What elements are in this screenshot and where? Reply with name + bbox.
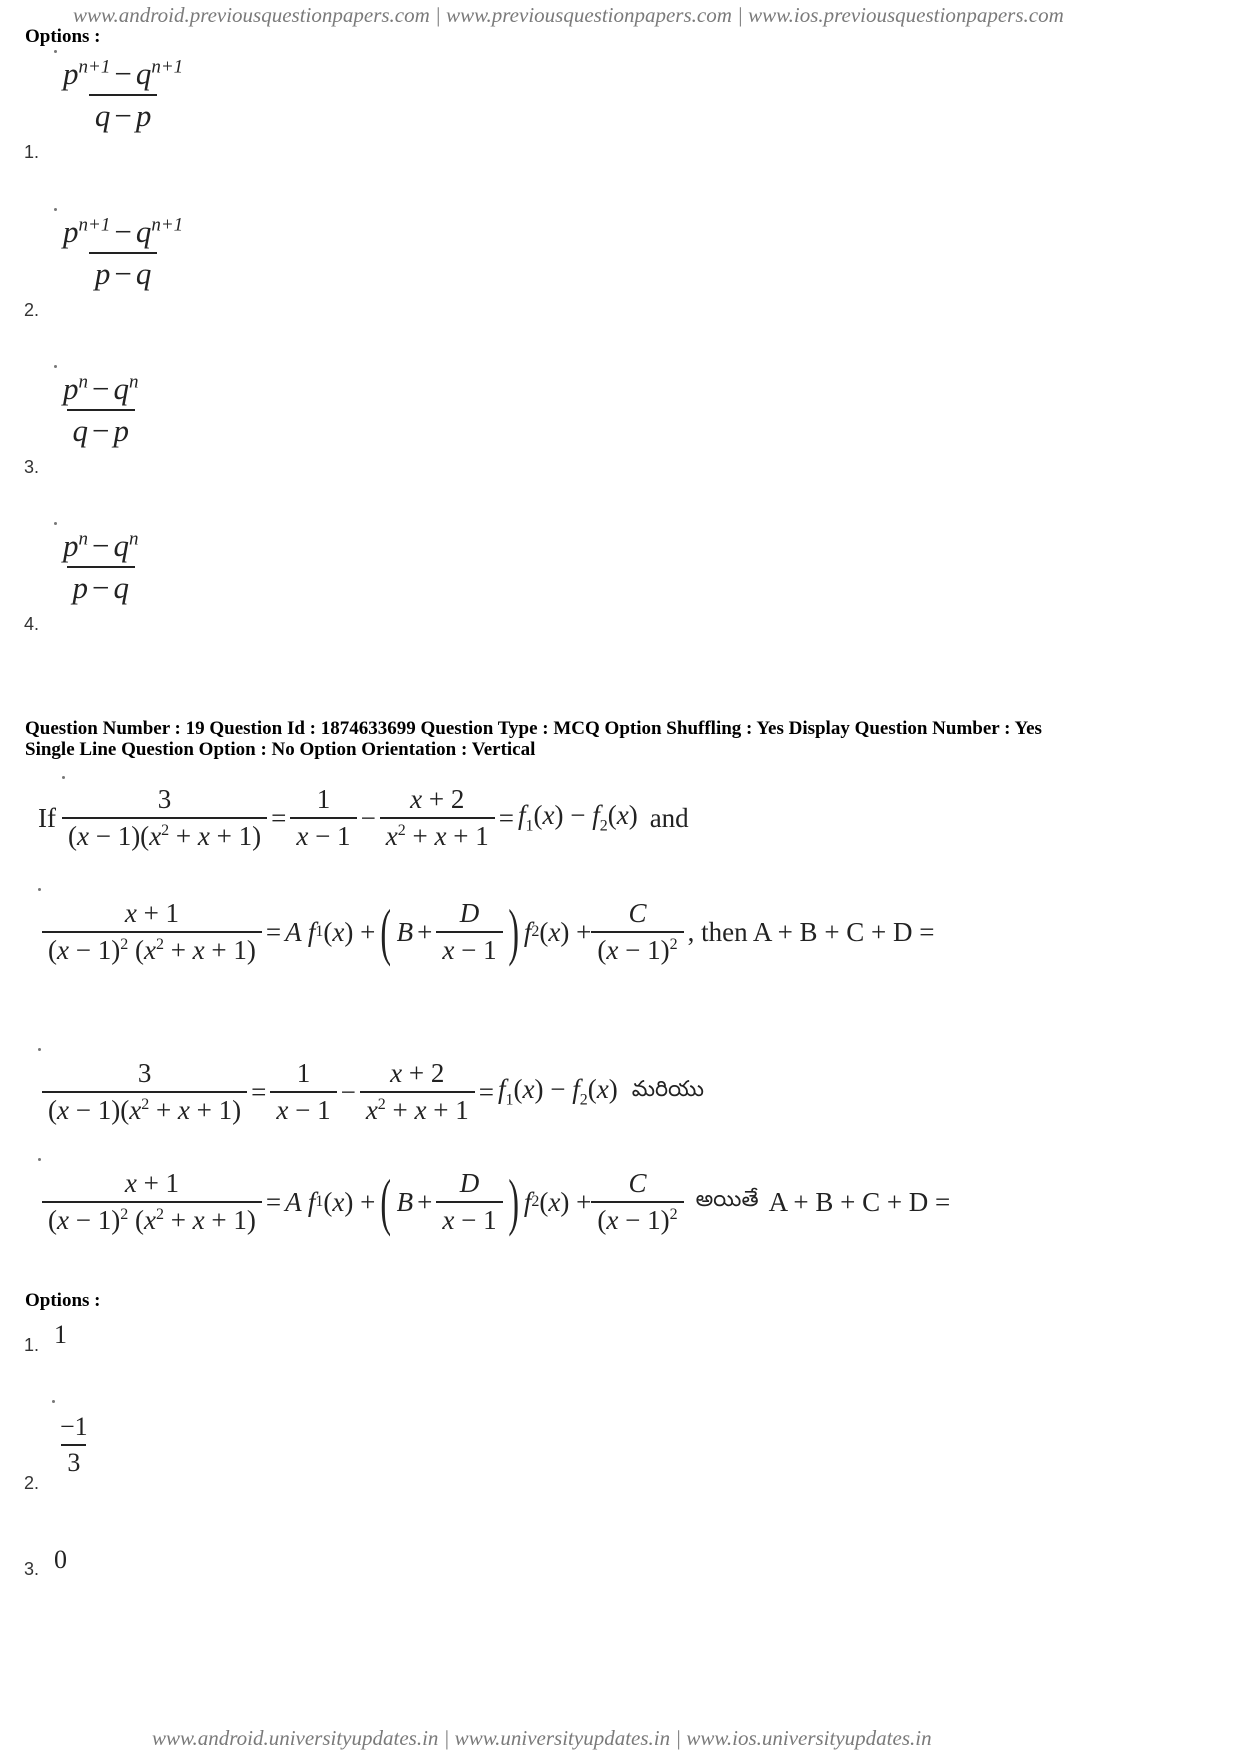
- option-item-3[interactable]: [24, 1545, 144, 1605]
- prev-option-item-3[interactable]: [24, 365, 224, 495]
- bullet-dot: [54, 522, 57, 525]
- num-a: p: [63, 371, 79, 406]
- telugu-tail: A + B + C + D =: [768, 1186, 951, 1217]
- bullet-dot: [62, 776, 65, 779]
- option-number: 3.: [24, 457, 40, 477]
- option-fraction: $\frac{p^n - q^n}{q - p}$: [63, 371, 139, 448]
- frac-x-plus-2: $\frac{x + 2}{x^2 + x + 1}$: [380, 784, 495, 852]
- telugu-word-and: మరియు: [631, 1077, 704, 1102]
- option-number: 4.: [24, 614, 40, 634]
- word-and: and: [649, 802, 689, 833]
- exp-a: n+1: [78, 56, 111, 78]
- question-telugu-line1: $\frac{3}{(x - 1)(x^2 + x + 1)}$ = $\frac{1}{x - 1}$ − $\frac{x + 2}{x^2 + x + 1}$ = $f_1(x) - f_2(x)$ మరియు: [42, 1058, 704, 1126]
- option-value: 1: [54, 1320, 67, 1349]
- option-value: 0: [54, 1545, 67, 1574]
- num-b: q: [135, 214, 152, 249]
- english-tail: , then A + B + C + D =: [687, 916, 935, 947]
- num-a: p: [63, 214, 79, 249]
- option-number: 2.: [24, 1473, 40, 1493]
- frac-1-over-x-minus-1: $\frac{1}{x - 1}$: [290, 784, 356, 852]
- bullet-dot: [52, 1400, 55, 1403]
- exp-a: n+1: [78, 214, 111, 236]
- option-item-2[interactable]: [24, 1400, 144, 1500]
- footer-watermark: www.android.universityupdates.in | www.universityupdates.in | www.ios.universityupdates.in: [152, 1726, 932, 1750]
- option-fraction: $\frac{-1}{3}$: [60, 1412, 88, 1477]
- option-item-1[interactable]: [24, 1320, 144, 1380]
- option-number: 1.: [24, 1335, 40, 1355]
- den-b: q: [135, 256, 152, 291]
- question-meta-line1: Question Number : 19 Question Id : 1874633699 Question Type : MCQ Option Shuffling : Yes Display Question Number : Yes: [25, 718, 1042, 739]
- telugu-word-then: అయితే: [695, 1187, 759, 1212]
- option-number: 3.: [24, 1559, 40, 1579]
- exp-b: n: [128, 371, 139, 393]
- bullet-dot: [54, 208, 57, 211]
- den-b: q: [113, 570, 129, 605]
- num-a: p: [63, 56, 79, 91]
- den-a: p: [72, 570, 88, 605]
- num-b: q: [113, 371, 129, 406]
- header-watermark: www.android.previousquestionpapers.com | www.previousquestionpapers.com | www.ios.previousquestionpapers.com: [73, 3, 1064, 27]
- option-number: 2.: [24, 300, 40, 320]
- bullet-dot: [54, 365, 57, 368]
- den-a: p: [94, 256, 111, 291]
- num-b: q: [113, 528, 129, 563]
- bullet-dot: [38, 888, 41, 891]
- num-a: p: [63, 528, 79, 563]
- prev-option-item-4[interactable]: [24, 522, 224, 652]
- option-fraction: $\frac{p^{n+1} - q^{n+1}}{q - p}$: [63, 56, 184, 133]
- num-b: q: [135, 56, 152, 91]
- prev-option-item-2[interactable]: [24, 208, 224, 338]
- question-telugu-line2: $\frac{x + 1}{(x - 1)^2 (x^2 + x + 1)}$ = A f 1 ( x ) + ( B + $\frac{D}{x - 1}$ ) f 2 ( x ) + $\frac{C}{(x - 1)^2}$ అయితే A + B + C + D =: [42, 1168, 950, 1236]
- prev-option-item-1[interactable]: [24, 50, 224, 180]
- word-if: If: [38, 802, 56, 833]
- den-b: p: [113, 413, 129, 448]
- bullet-dot: [38, 1158, 41, 1161]
- exp-a: n: [78, 528, 88, 550]
- frac-3-over-denominator: $\frac{3}{(x - 1)(x^2 + x + 1)}$: [62, 784, 267, 852]
- option-fraction: $\frac{p^{n+1} - q^{n+1}}{p - q}$: [63, 214, 184, 291]
- question-meta-line2: Single Line Question Option : No Option Orientation : Vertical: [25, 739, 536, 760]
- den-a: q: [94, 98, 111, 133]
- bullet-dot: [38, 1048, 41, 1051]
- exp-b: n+1: [151, 56, 184, 78]
- option-fraction: $\frac{p^n - q^n}{p - q}$: [63, 528, 139, 605]
- prev-options-label: Options :: [25, 26, 101, 47]
- bullet-dot: [54, 50, 57, 53]
- exp-b: n: [128, 528, 139, 550]
- options-label: Options :: [25, 1290, 101, 1311]
- option-number: 1.: [24, 142, 40, 162]
- den-b: p: [135, 98, 152, 133]
- exp-b: n+1: [151, 214, 184, 236]
- den-a: q: [72, 413, 88, 448]
- exp-a: n: [78, 371, 88, 393]
- question-english-line2: $\frac{x + 1}{(x - 1)^2 (x^2 + x + 1)}$ = A f 1 ( x ) + ( B + $\frac{D}{x - 1}$ ) f 2 ( x ) + $\frac{C}{(x - 1)^2}$ , then A + B + C + D =: [42, 898, 935, 966]
- question-english-line1: If $\frac{3}{(x - 1)(x^2 + x + 1)}$ = $\frac{1}{x - 1}$ − $\frac{x + 2}{x^2 + x + 1}$ = $f_1(x) - f_2(x)$ and: [38, 784, 689, 851]
